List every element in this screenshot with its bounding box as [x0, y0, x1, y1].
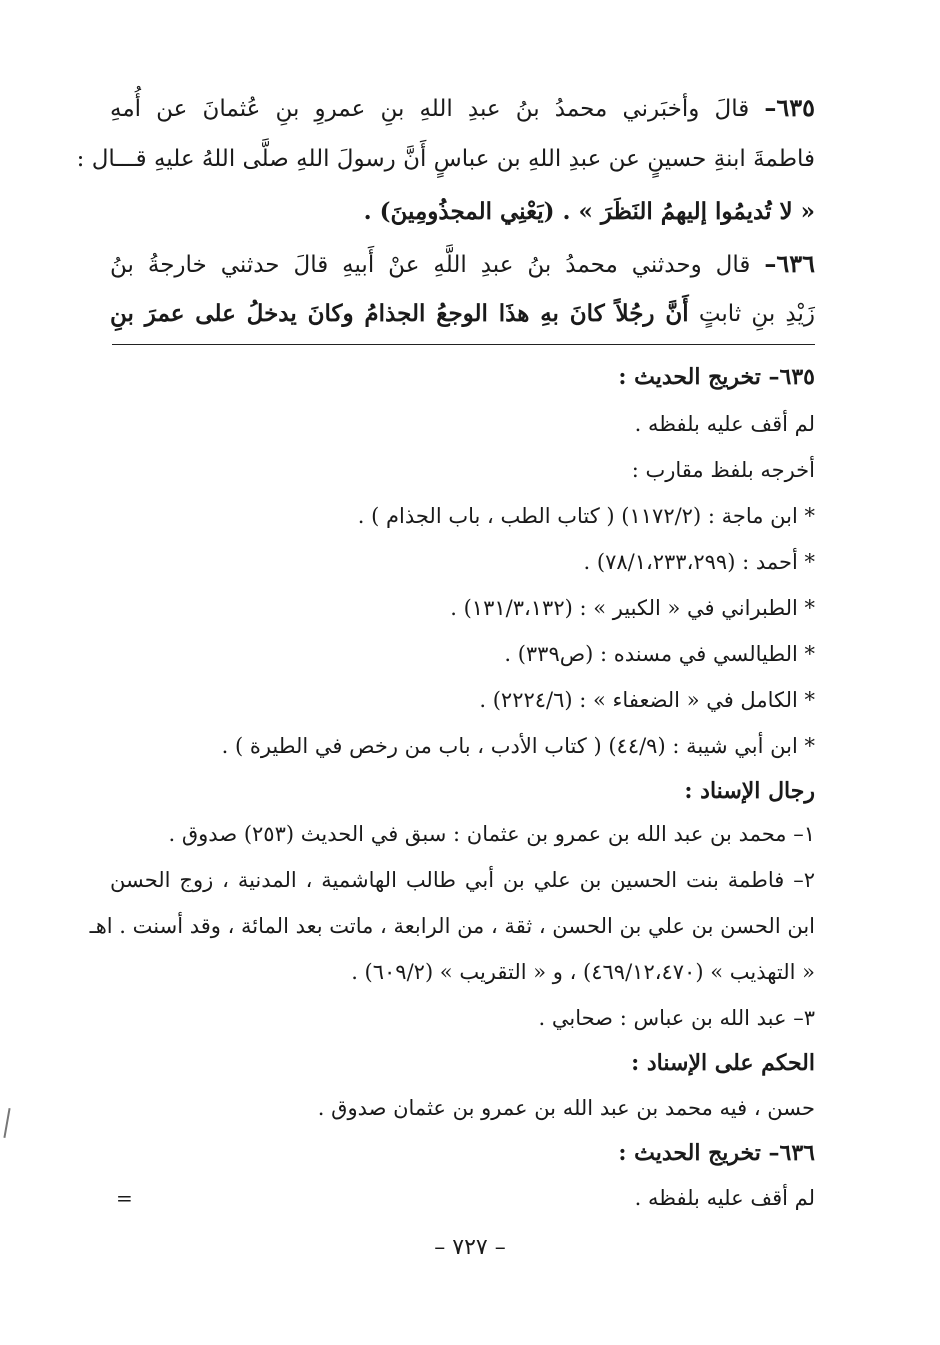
source-kamil: * الكامل في « الضعفاء » : (٢٢٢٤/٦) .: [479, 688, 815, 712]
hadith-number-635: ٦٣٥–: [764, 93, 815, 122]
source-ibn-majah: * ابن ماجة : (١١٧٢/٢) ( كتاب الطب ، باب الجذام ) .: [357, 504, 815, 528]
hukm-text: حسن ، فيه محمد بن عبد الله بن عمرو بن عثمان صدوق .: [317, 1096, 815, 1120]
hadith-635-line-1: ٦٣٥– قالَ وأخبَرني محمدُ بنُ عبدِ اللهِ بنِ عمروِ بنِ عُثمانَ عن أُمهِ: [110, 93, 815, 122]
rijal-heading: رجال الإسناد :: [684, 778, 815, 804]
margin-stroke: [3, 1108, 10, 1138]
takhrij-636-heading: ٦٣٦– تخريج الحديث :: [618, 1140, 815, 1166]
takhrij-635-heading: ٦٣٥– تخريج الحديث :: [618, 364, 815, 390]
hadith-635-line-2: فاطمةَ ابنةِ حسينٍ عن عبدِ اللهِ بن عباسٍ أَنَّ رسولَ اللهِ صلَّى اللهُ عليهِ قـــال :: [76, 146, 815, 172]
source-tayalisi: * الطيالسي في مسنده : (ص٣٣٩) .: [504, 642, 815, 666]
narrator-2-line-1: ٢– فاطمة بنت الحسين بن علي بن أبي طالب الهاشمية ، المدنية ، زوج الحسن: [110, 868, 815, 892]
page-number: – ٧٢٧ –: [434, 1235, 506, 1260]
hadith-636-line-2: زَيْدِ بنِ ثابتٍ أَنَّ رجُلاً كانَ بهِ هذَا الوجعُ الجذامُ وكانَ يدخلُ على عمرَ بنِ: [110, 300, 815, 327]
narrator-3: ٣– عبد الله بن عباس : صحابي .: [538, 1006, 815, 1030]
hukm-heading: الحكم على الإسناد :: [631, 1050, 815, 1076]
narrator-2-line-3: « التهذيب » (٤٦٩/١٢،٤٧٠) ، و « التقريب » (٦٠٩/٢) .: [351, 960, 815, 984]
footnote-divider: [112, 344, 815, 345]
source-ibn-abi-shaybah: * ابن أبي شيبة : (٤٤/٩) ( كتاب الأدب ، باب من رخص في الطيرة ) .: [221, 734, 815, 758]
narrator-1: ١– محمد بن عبد الله بن عمرو بن عثمان : سبق في الحديث (٢٥٣) صدوق .: [168, 822, 815, 846]
source-tabarani: * الطبراني في « الكبير » : (١٣١/٣،١٣٢) .: [450, 596, 815, 620]
source-ahmad: * أحمد : (٧٨/١،٢٣٣،٢٩٩) .: [583, 550, 815, 574]
takhrij-636-line-1: لم أقف عليه بلفظه .: [634, 1186, 815, 1210]
takhrij-635-line-2: أخرجه بلفظ مقارب :: [631, 458, 815, 482]
hadith-636-line-1: ٦٣٦– قال وحدثني محمدُ بنُ عبدِ اللَّهِ عنْ أَبيهِ قالَ حدثني خارجةُ بنُ: [110, 249, 815, 278]
continuation-mark: =: [116, 1186, 133, 1210]
narrator-2-line-2: ابن الحسن بن علي بن الحسن ، ثقة ، من الرابعة ، ماتت بعد المائة ، وقد أسنت . اهـ: [89, 914, 815, 938]
takhrij-635-line-1: لم أقف عليه بلفظه .: [634, 412, 815, 436]
hadith-number-636: ٦٣٦–: [764, 249, 815, 278]
hadith-635-line-3: « لا تُديمُوا إليهمُ النَظَرَ » . (يَعْنِي المجذُومِينَ) .: [363, 198, 815, 225]
